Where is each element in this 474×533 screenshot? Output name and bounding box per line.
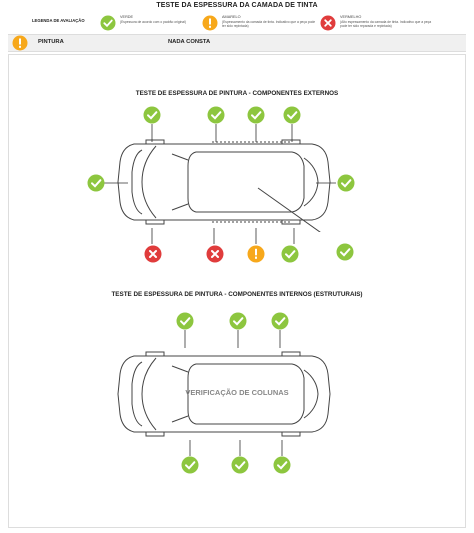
legend: LEGENDA DE AVALIAÇÃO VERDE (Espessura de acordo com o padrão original) AMARELO (Espessamento da camada de tinta. Indicativo que a peça pode ter sido repintada) VERMELHO (Alto espessamento da camada de tinta. Indicativo que a peça pode ter sido reparada e repintada) bbox=[8, 14, 466, 34]
check-icon bbox=[143, 106, 161, 129]
x-icon bbox=[144, 245, 162, 268]
check-icon bbox=[247, 106, 265, 129]
check-icon bbox=[337, 174, 355, 197]
warning-icon bbox=[247, 245, 265, 268]
check-icon bbox=[336, 243, 354, 266]
check-icon bbox=[271, 312, 289, 335]
check-icon bbox=[87, 174, 105, 197]
check-icon bbox=[231, 456, 249, 479]
legend-label: LEGENDA DE AVALIAÇÃO bbox=[32, 18, 85, 23]
check-icon bbox=[207, 106, 225, 129]
external-section-title: TESTE DE ESPESSURA DE PINTURA - COMPONENTES EXTERNOS bbox=[135, 90, 339, 97]
x-icon bbox=[206, 245, 224, 268]
columns-overlay-label: VERIFICAÇÃO DE COLUNAS bbox=[185, 388, 289, 397]
check-icon bbox=[273, 456, 291, 479]
page-title: TESTE DA ESPESSURA DA CAMADA DE TINTA bbox=[156, 2, 318, 9]
check-icon bbox=[281, 245, 299, 268]
check-icon bbox=[283, 106, 301, 129]
summary-item: PINTURA bbox=[38, 39, 64, 45]
check-icon bbox=[181, 456, 199, 479]
summary-result: NADA CONSTA bbox=[168, 39, 211, 45]
check-icon bbox=[176, 312, 194, 335]
internal-section-title: TESTE DE ESPESSURA DE PINTURA - COMPONENTES INTERNOS (ESTRUTURAIS) bbox=[111, 291, 363, 298]
check-icon bbox=[229, 312, 247, 335]
